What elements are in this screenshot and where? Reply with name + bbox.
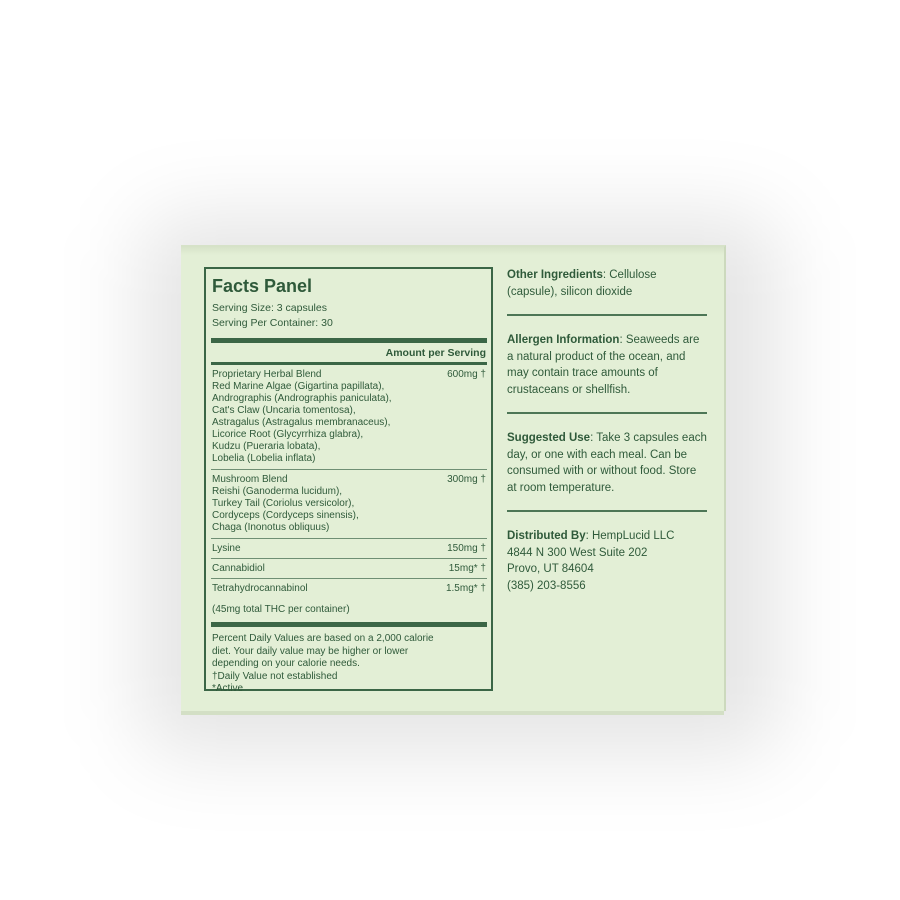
footnote-line: Percent Daily Values are based on a 2,000 calorie: [212, 633, 434, 644]
footnotes: [212, 627, 486, 696]
herbal-ingredient: Kudzu (Pueraria lobata),: [212, 441, 321, 452]
footnote-line: diet. Your daily value may be higher or lower: [212, 645, 409, 657]
mushroom-blend-row: [212, 474, 486, 486]
mushroom-blend-amount: 300mg †: [447, 474, 486, 485]
herbal-ingredient: Andrographis (Andrographis paniculata),: [212, 393, 392, 404]
facts-panel: [204, 267, 493, 694]
mushroom-blend-block: [212, 470, 486, 538]
herbal-blend-name: Proprietary Herbal Blend: [212, 369, 322, 380]
distributor-address-line2: Provo, UT 84604: [507, 563, 594, 575]
distributor-name: : HempLucid LLC: [585, 530, 675, 542]
herbal-ingredient: Licorice Root (Glycyrrhiza glabra),: [212, 429, 364, 440]
herbal-blend-row: [212, 369, 486, 381]
section-divider: [507, 412, 707, 414]
info-column: [507, 267, 707, 602]
lysine-name: Lysine: [212, 543, 241, 554]
allergen-text: : Seaweeds are a natural product of the ocean, and may contain trace amounts of crustaceans or shellfish.: [507, 334, 700, 396]
thc-row: [212, 579, 486, 598]
suggested-use-section: [507, 430, 707, 504]
distributor-label: Distributed By: [507, 530, 586, 542]
product-box: [181, 245, 726, 711]
thc-name: Tetrahydrocannabinol: [212, 583, 308, 594]
allergen-label: Allergen Information: [507, 334, 620, 346]
footnote-line: *Active: [212, 683, 244, 694]
footnote-line: †Daily Value not established: [212, 670, 338, 682]
mushroom-blend-name: Mushroom Blend: [212, 474, 288, 485]
herbal-ingredient: Astragalus (Astragalus membranaceus),: [212, 417, 391, 428]
allergen-section: [507, 332, 707, 406]
other-ingredients-text: : Cellulose (capsule), silicon dioxide: [507, 269, 657, 298]
lysine-amount: 150mg †: [447, 543, 486, 554]
cannabidiol-name: Cannabidiol: [212, 563, 265, 574]
suggested-use-text: : Take 3 capsules each day, or one with each meal. Can be consumed with or without food. Store at room temperature.: [507, 432, 707, 494]
servings-per-container: Serving Per Container: 30: [212, 317, 333, 329]
herbal-ingredient: Lobelia (Lobelia inflata): [212, 453, 316, 464]
herbal-ingredient: Cat's Claw (Uncaria tomentosa),: [212, 405, 356, 416]
other-ingredients-section: [507, 267, 707, 308]
other-ingredients-label: Other Ingredients: [507, 269, 603, 281]
mushroom-ingredient: Cordyceps (Cordyceps sinensis),: [212, 510, 359, 521]
herbal-blend-amount: 600mg †: [447, 369, 486, 380]
thc-amount: 1.5mg* †: [445, 583, 486, 594]
distributor-phone: (385) 203-8556: [507, 579, 586, 592]
thc-note: (45mg total THC per container): [212, 604, 350, 615]
facts-panel-title: Facts Panel: [212, 276, 313, 296]
distributor-address-line1: 4844 N 300 West Suite 202: [507, 546, 648, 559]
footnote-line: depending on your calorie needs.: [212, 658, 360, 669]
serving-size: Serving Size: 3 capsules: [212, 302, 327, 314]
distributor-section: [507, 528, 707, 602]
herbal-blend-block: [212, 365, 486, 469]
section-divider: [507, 510, 707, 512]
suggested-use-label: Suggested Use: [507, 432, 591, 444]
herbal-ingredient: Red Marine Algae (Gigartina papillata),: [212, 381, 385, 392]
lysine-row: [212, 539, 486, 558]
mushroom-ingredient: Chaga (Inonotus obliquus): [212, 522, 330, 533]
section-divider: [507, 314, 707, 316]
cannabidiol-row: [212, 559, 486, 578]
cannabidiol-amount: 15mg* †: [448, 563, 486, 574]
mushroom-ingredient: Turkey Tail (Coriolus versicolor),: [212, 498, 355, 509]
mushroom-ingredient: Reishi (Ganoderma lucidum),: [212, 486, 343, 497]
amount-per-serving-header: Amount per Serving: [385, 347, 486, 359]
